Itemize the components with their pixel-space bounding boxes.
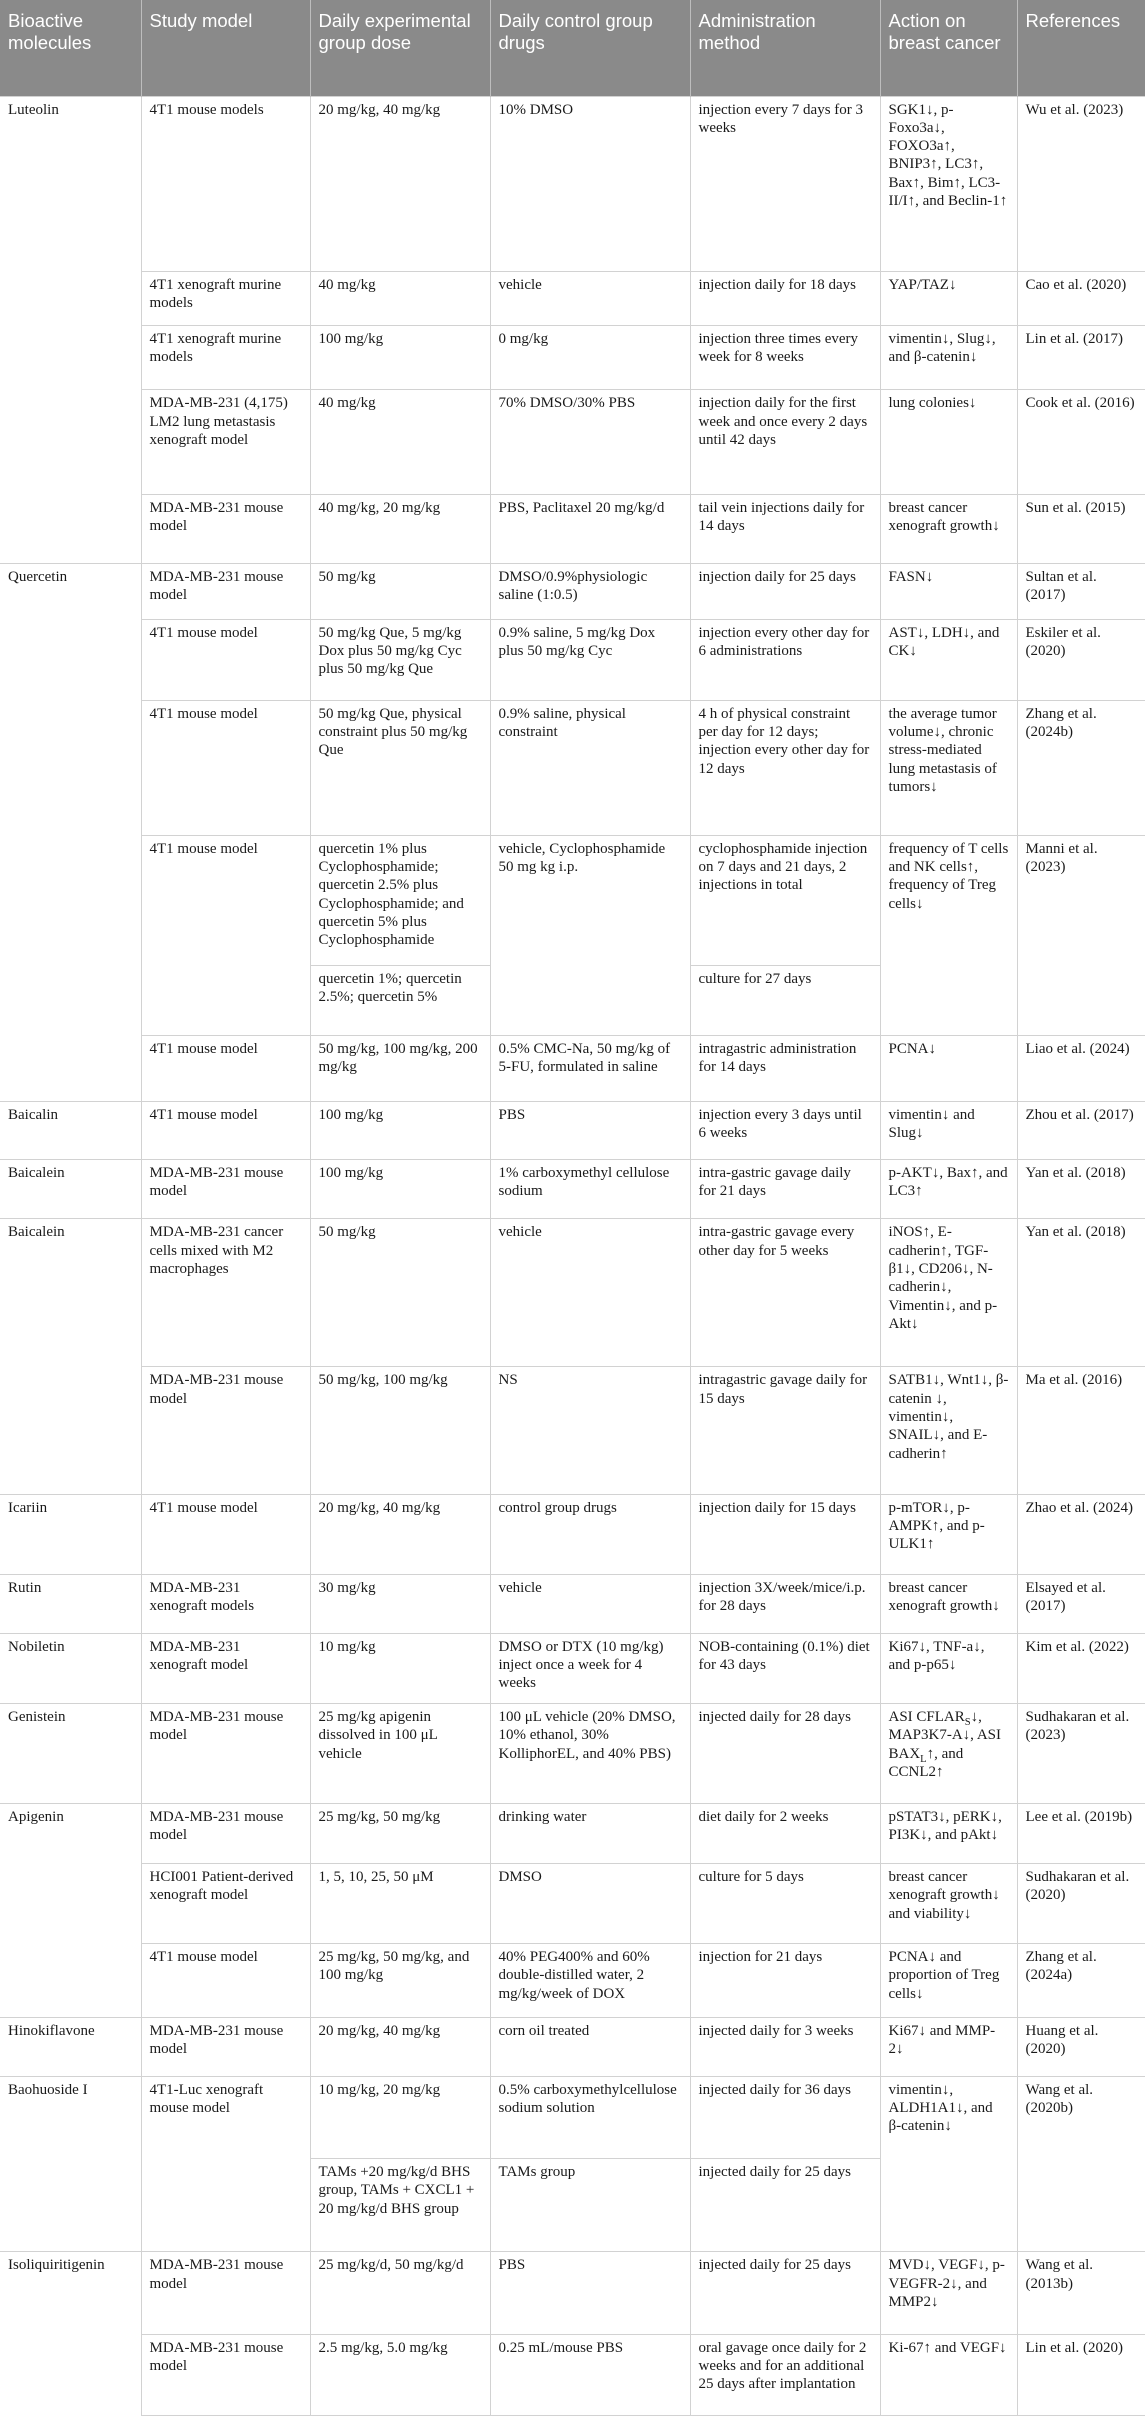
administration-method-cell: tail vein injections daily for 14 days [690, 494, 880, 563]
control-drugs-cell: vehicle [490, 1574, 690, 1633]
administration-method-cell: injection every 7 days for 3 weeks [690, 96, 880, 271]
study-model-cell: 4T1 mouse model [141, 619, 310, 700]
study-model-cell: 4T1 xenograft murine models [141, 271, 310, 325]
control-drugs-cell: 0.5% CMC-Na, 50 mg/kg of 5-FU, formulated in saline [490, 1036, 690, 1102]
reference-cell: Wu et al. (2023) [1017, 96, 1145, 271]
table-row [0, 2252, 1145, 2334]
administration-method-cell: oral gavage once daily for 2 weeks and for an additional 25 days after implantation [690, 2334, 880, 2415]
administration-method-cell: intra-gastric gavage daily for 21 days [690, 1160, 880, 1219]
study-model-cell: MDA-MB-231 mouse model [141, 1703, 310, 1803]
molecule-cell: Genistein [0, 1703, 141, 1803]
reference-cell: Sudhakaran et al. (2020) [1017, 1864, 1145, 1944]
table-row [0, 835, 1145, 965]
molecule-cell: Baicalein [0, 1160, 141, 1219]
control-drugs-cell: vehicle, Cyclophosphamide 50 mg kg i.p. [490, 835, 690, 965]
table-row [0, 700, 1145, 835]
table-body [0, 96, 1145, 2416]
study-model-cell [141, 965, 310, 1035]
table-row [0, 271, 1145, 325]
molecule-cell: Baicalin [0, 1101, 141, 1159]
action-cell: breast cancer xenograft growth↓ [880, 1574, 1017, 1633]
reference-cell: Sudhakaran et al. (2023) [1017, 1703, 1145, 1803]
administration-method-cell: intra-gastric gavage every other day for 5 weeks [690, 1219, 880, 1367]
molecule-cell: Icariin [0, 1494, 141, 1574]
control-drugs-cell: 1% carboxymethyl cellulose sodium [490, 1160, 690, 1219]
action-cell: p-mTOR↓, p-AMPK↑, and p-ULK1↑ [880, 1494, 1017, 1574]
study-model-cell: 4T1 mouse model [141, 835, 310, 965]
action-cell: Ki67↓, TNF-a↓, and p-p65↓ [880, 1633, 1017, 1703]
table-row [0, 1633, 1145, 1703]
control-drugs-cell: corn oil treated [490, 2017, 690, 2076]
study-model-cell: MDA-MB-231 xenograft models [141, 1574, 310, 1633]
administration-method-cell: injected daily for 25 days [690, 2252, 880, 2334]
experimental-dose-cell: 100 mg/kg [310, 1160, 490, 1219]
control-drugs-cell: 100 μL vehicle (20% DMSO, 10% ethanol, 30% KolliphorEL, and 40% PBS) [490, 1703, 690, 1803]
study-model-cell: MDA-MB-231 mouse model [141, 1803, 310, 1863]
control-drugs-cell: 0.5% carboxymethylcellulose sodium solution [490, 2076, 690, 2158]
control-drugs-cell: 70% DMSO/30% PBS [490, 390, 690, 494]
reference-cell [1017, 2159, 1145, 2252]
control-drugs-cell: 0.9% saline, physical constraint [490, 700, 690, 835]
reference-cell: Zhang et al. (2024b) [1017, 700, 1145, 835]
reference-cell: Kim et al. (2022) [1017, 1633, 1145, 1703]
experimental-dose-cell: 25 mg/kg, 50 mg/kg, and 100 mg/kg [310, 1944, 490, 2017]
action-cell: Ki-67↑ and VEGF↓ [880, 2334, 1017, 2415]
experimental-dose-cell: 2.5 mg/kg, 5.0 mg/kg [310, 2334, 490, 2415]
action-cell: breast cancer xenograft growth↓ [880, 494, 1017, 563]
table-row [0, 965, 1145, 1035]
experimental-dose-cell: 50 mg/kg, 100 mg/kg [310, 1367, 490, 1494]
study-model-cell: MDA-MB-231 mouse model [141, 2334, 310, 2415]
action-cell: breast cancer xenograft growth↓ and viability↓ [880, 1864, 1017, 1944]
control-drugs-cell: 0.9% saline, 5 mg/kg Dox plus 50 mg/kg Cyc [490, 619, 690, 700]
action-cell: vimentin↓ and Slug↓ [880, 1101, 1017, 1159]
action-cell: lung colonies↓ [880, 390, 1017, 494]
reference-cell: Lee et al. (2019b) [1017, 1803, 1145, 1863]
control-drugs-cell: 10% DMSO [490, 96, 690, 271]
administration-method-cell: injection daily for the first week and once every 2 days until 42 days [690, 390, 880, 494]
table-row [0, 494, 1145, 563]
study-model-cell: MDA-MB-231 xenograft model [141, 1633, 310, 1703]
control-drugs-cell: vehicle [490, 1219, 690, 1367]
experimental-dose-cell: 25 mg/kg apigenin dissolved in 100 μL vehicle [310, 1703, 490, 1803]
administration-method-cell: diet daily for 2 weeks [690, 1803, 880, 1863]
table-row [0, 1494, 1145, 1574]
experimental-dose-cell: 25 mg/kg/d, 50 mg/kg/d [310, 2252, 490, 2334]
action-cell: Ki67↓ and MMP-2↓ [880, 2017, 1017, 2076]
action-cell: frequency of T cells and NK cells↑, frequency of Treg cells↓ [880, 835, 1017, 965]
control-drugs-cell: 0 mg/kg [490, 325, 690, 390]
control-drugs-cell: DMSO or DTX (10 mg/kg) inject once a week for 4 weeks [490, 1633, 690, 1703]
control-drugs-cell: control group drugs [490, 1494, 690, 1574]
reference-cell: Lin et al. (2020) [1017, 2334, 1145, 2415]
table-row [0, 1864, 1145, 1944]
experimental-dose-cell: 40 mg/kg [310, 271, 490, 325]
reference-cell: Zhou et al. (2017) [1017, 1101, 1145, 1159]
study-model-cell: HCI001 Patient-derived xenograft model [141, 1864, 310, 1944]
action-cell: SGK1↓, p-Foxo3a↓, FOXO3a↑, BNIP3↑, LC3↑, Bax↑, Bim↑, LC3-II/I↑, and Beclin-1↑ [880, 96, 1017, 271]
table-row [0, 390, 1145, 494]
action-cell: the average tumor volume↓, chronic stress-mediated lung metastasis of tumors↓ [880, 700, 1017, 835]
action-cell: PCNA↓ [880, 1036, 1017, 1102]
administration-method-cell: injected daily for 3 weeks [690, 2017, 880, 2076]
action-cell: FASN↓ [880, 563, 1017, 619]
table-row [0, 2159, 1145, 2252]
header-references: References [1017, 0, 1145, 96]
action-cell: iNOS↑, E-cadherin↑, TGF-β1↓, CD206↓, N-cadherin↓, Vimentin↓, and p-Akt↓ [880, 1219, 1017, 1367]
experimental-dose-cell: 50 mg/kg Que, physical constraint plus 50 mg/kg Que [310, 700, 490, 835]
molecule-cell: Hinokiflavone [0, 2017, 141, 2076]
control-drugs-cell: PBS, Paclitaxel 20 mg/kg/d [490, 494, 690, 563]
study-model-cell: 4T1 mouse models [141, 96, 310, 271]
administration-method-cell: 4 h of physical constraint per day for 12 days; injection every other day for 12 days [690, 700, 880, 835]
experimental-dose-cell: 1, 5, 10, 25, 50 μM [310, 1864, 490, 1944]
reference-cell: Yan et al. (2018) [1017, 1160, 1145, 1219]
administration-method-cell: injected daily for 36 days [690, 2076, 880, 2158]
reference-cell: Wang et al. (2013b) [1017, 2252, 1145, 2334]
reference-cell: Huang et al. (2020) [1017, 2017, 1145, 2076]
administration-method-cell: intragastric gavage daily for 15 days [690, 1367, 880, 1494]
table-row [0, 1101, 1145, 1159]
control-drugs-cell: 40% PEG400% and 60% double-distilled water, 2 mg/kg/week of DOX [490, 1944, 690, 2017]
control-drugs-cell: drinking water [490, 1803, 690, 1863]
experimental-dose-cell: 30 mg/kg [310, 1574, 490, 1633]
table-row [0, 1944, 1145, 2017]
table-row [0, 1036, 1145, 1102]
study-model-cell [141, 2159, 310, 2252]
experimental-dose-cell: 50 mg/kg Que, 5 mg/kg Dox plus 50 mg/kg Cyc plus 50 mg/kg Que [310, 619, 490, 700]
reference-cell: Elsayed et al. (2017) [1017, 1574, 1145, 1633]
table-row [0, 619, 1145, 700]
study-model-cell: MDA-MB-231 mouse model [141, 1160, 310, 1219]
study-model-cell: MDA-MB-231 mouse model [141, 1367, 310, 1494]
study-model-cell: 4T1 xenograft murine models [141, 325, 310, 390]
experimental-dose-cell: 10 mg/kg [310, 1633, 490, 1703]
molecule-cell: Quercetin [0, 563, 141, 1101]
study-model-cell: 4T1 mouse model [141, 1036, 310, 1102]
reference-cell: Zhao et al. (2024) [1017, 1494, 1145, 1574]
administration-method-cell: injected daily for 28 days [690, 1703, 880, 1803]
study-model-cell: 4T1-Luc xenograft mouse model [141, 2076, 310, 2158]
molecule-cell: Luteolin [0, 96, 141, 563]
action-cell: SATB1↓, Wnt1↓, β-catenin ↓, vimentin↓, SNAIL↓, and E-cadherin↑ [880, 1367, 1017, 1494]
experimental-dose-cell: 20 mg/kg, 40 mg/kg [310, 1494, 490, 1574]
control-drugs-cell: 0.25 mL/mouse PBS [490, 2334, 690, 2415]
header-bioactive-molecules: Bioactive molecules [0, 0, 141, 96]
reference-cell: Zhang et al. (2024a) [1017, 1944, 1145, 2017]
table-row [0, 2334, 1145, 2415]
action-cell: vimentin↓, ALDH1A1↓, and β-catenin↓ [880, 2076, 1017, 2158]
experimental-dose-cell: 20 mg/kg, 40 mg/kg [310, 96, 490, 271]
table-row [0, 563, 1145, 619]
table-row [0, 96, 1145, 271]
experimental-dose-cell: 50 mg/kg [310, 1219, 490, 1367]
action-cell: AST↓, LDH↓, and CK↓ [880, 619, 1017, 700]
experimental-dose-cell: 100 mg/kg [310, 1101, 490, 1159]
experimental-dose-cell: 50 mg/kg [310, 563, 490, 619]
administration-method-cell: injection daily for 18 days [690, 271, 880, 325]
study-model-cell: MDA-MB-231 cancer cells mixed with M2 macrophages [141, 1219, 310, 1367]
administration-method-cell: injection for 21 days [690, 1944, 880, 2017]
molecule-cell: Isoliquiritigenin [0, 2252, 141, 2416]
control-drugs-cell: PBS [490, 1101, 690, 1159]
study-model-cell: MDA-MB-231 mouse model [141, 563, 310, 619]
administration-method-cell: culture for 5 days [690, 1864, 880, 1944]
administration-method-cell: injection daily for 15 days [690, 1494, 880, 1574]
action-cell: vimentin↓, Slug↓, and β-catenin↓ [880, 325, 1017, 390]
reference-cell: Sultan et al. (2017) [1017, 563, 1145, 619]
experimental-dose-cell: 20 mg/kg, 40 mg/kg [310, 2017, 490, 2076]
control-drugs-cell [490, 965, 690, 1035]
header-experimental-dose: Daily experimental group dose [310, 0, 490, 96]
action-cell: p-AKT↓, Bax↑, and LC3↑ [880, 1160, 1017, 1219]
reference-cell: Ma et al. (2016) [1017, 1367, 1145, 1494]
study-model-cell: 4T1 mouse model [141, 1494, 310, 1574]
molecule-cell: Rutin [0, 1574, 141, 1633]
administration-method-cell: injection daily for 25 days [690, 563, 880, 619]
action-cell: PCNA↓ and proportion of Treg cells↓ [880, 1944, 1017, 2017]
study-model-cell: 4T1 mouse model [141, 1944, 310, 2017]
study-model-cell: MDA-MB-231 (4,175) LM2 lung metastasis xenograft model [141, 390, 310, 494]
table-row [0, 1367, 1145, 1494]
experimental-dose-cell: 50 mg/kg, 100 mg/kg, 200 mg/kg [310, 1036, 490, 1102]
experimental-dose-cell: quercetin 1%; quercetin 2.5%; quercetin 5% [310, 965, 490, 1035]
table-row [0, 1703, 1145, 1803]
experimental-dose-cell: 40 mg/kg, 20 mg/kg [310, 494, 490, 563]
molecule-cell: Baicalein [0, 1219, 141, 1494]
header-control-drugs: Daily control group drugs [490, 0, 690, 96]
reference-cell: Wang et al. (2020b) [1017, 2076, 1145, 2158]
action-cell: MVD↓, VEGF↓, p-VEGFR-2↓, and MMP2↓ [880, 2252, 1017, 2334]
table-row [0, 325, 1145, 390]
reference-cell: Liao et al. (2024) [1017, 1036, 1145, 1102]
control-drugs-cell: TAMs group [490, 2159, 690, 2252]
experimental-dose-cell: 100 mg/kg [310, 325, 490, 390]
administration-method-cell: injection three times every week for 8 weeks [690, 325, 880, 390]
reference-cell: Yan et al. (2018) [1017, 1219, 1145, 1367]
table-row [0, 1160, 1145, 1219]
administration-method-cell: injection every other day for 6 administrations [690, 619, 880, 700]
administration-method-cell: NOB-containing (0.1%) diet for 43 days [690, 1633, 880, 1703]
reference-cell: Sun et al. (2015) [1017, 494, 1145, 563]
action-cell [880, 965, 1017, 1035]
table-row [0, 1803, 1145, 1863]
study-model-cell: MDA-MB-231 mouse model [141, 2252, 310, 2334]
molecule-cell: Nobiletin [0, 1633, 141, 1703]
table-row [0, 2017, 1145, 2076]
study-model-cell: 4T1 mouse model [141, 1101, 310, 1159]
reference-cell: Cook et al. (2016) [1017, 390, 1145, 494]
experimental-dose-cell: 25 mg/kg, 50 mg/kg [310, 1803, 490, 1863]
table-row [0, 1574, 1145, 1633]
administration-method-cell: culture for 27 days [690, 965, 880, 1035]
header-administration-method: Administration method [690, 0, 880, 96]
molecule-cell: Baohuoside I [0, 2076, 141, 2251]
experimental-dose-cell: 10 mg/kg, 20 mg/kg [310, 2076, 490, 2158]
administration-method-cell: injection 3X/week/mice/i.p. for 28 days [690, 1574, 880, 1633]
action-cell [880, 2159, 1017, 2252]
reference-cell: Cao et al. (2020) [1017, 271, 1145, 325]
action-cell: ASI $CFLAR_S↓$, MAP3K7-A↓, ASI $BAX_L↑$, and CCNL2↑ [880, 1703, 1017, 1803]
study-model-cell: MDA-MB-231 mouse model [141, 494, 310, 563]
header-action-on-breast-cancer: Action on breast cancer [880, 0, 1017, 96]
reference-cell: Eskiler et al. (2020) [1017, 619, 1145, 700]
table-row [0, 2076, 1145, 2158]
study-model-cell: MDA-MB-231 mouse model [141, 2017, 310, 2076]
table-row [0, 1219, 1145, 1367]
administration-method-cell: injected daily for 25 days [690, 2159, 880, 2252]
administration-method-cell: intragastric administration for 14 days [690, 1036, 880, 1102]
study-model-cell: 4T1 mouse model [141, 700, 310, 835]
administration-method-cell: cyclophosphamide injection on 7 days and 21 days, 2 injections in total [690, 835, 880, 965]
header-row [0, 0, 1145, 96]
experimental-dose-cell: quercetin 1% plus Cyclophosphamide; quercetin 2.5% plus Cyclophosphamide; and quercetin 5% plus Cyclophosphamide [310, 835, 490, 965]
control-drugs-cell: DMSO/0.9%physiologic saline (1:0.5) [490, 563, 690, 619]
experimental-dose-cell: TAMs +20 mg/kg/d BHS group, TAMs + CXCL1 + 20 mg/kg/d BHS group [310, 2159, 490, 2252]
reference-cell: Manni et al. (2023) [1017, 835, 1145, 1035]
action-cell: pSTAT3↓, pERK↓, PI3K↓, and pAkt↓ [880, 1803, 1017, 1863]
administration-method-cell: injection every 3 days until 6 weeks [690, 1101, 880, 1159]
action-cell: YAP/TAZ↓ [880, 271, 1017, 325]
header-study-model: Study model [141, 0, 310, 96]
control-drugs-cell: NS [490, 1367, 690, 1494]
experimental-dose-cell: 40 mg/kg [310, 390, 490, 494]
control-drugs-cell: PBS [490, 2252, 690, 2334]
molecule-cell: Apigenin [0, 1803, 141, 2017]
control-drugs-cell: DMSO [490, 1864, 690, 1944]
control-drugs-cell: vehicle [490, 271, 690, 325]
reference-cell: Lin et al. (2017) [1017, 325, 1145, 390]
